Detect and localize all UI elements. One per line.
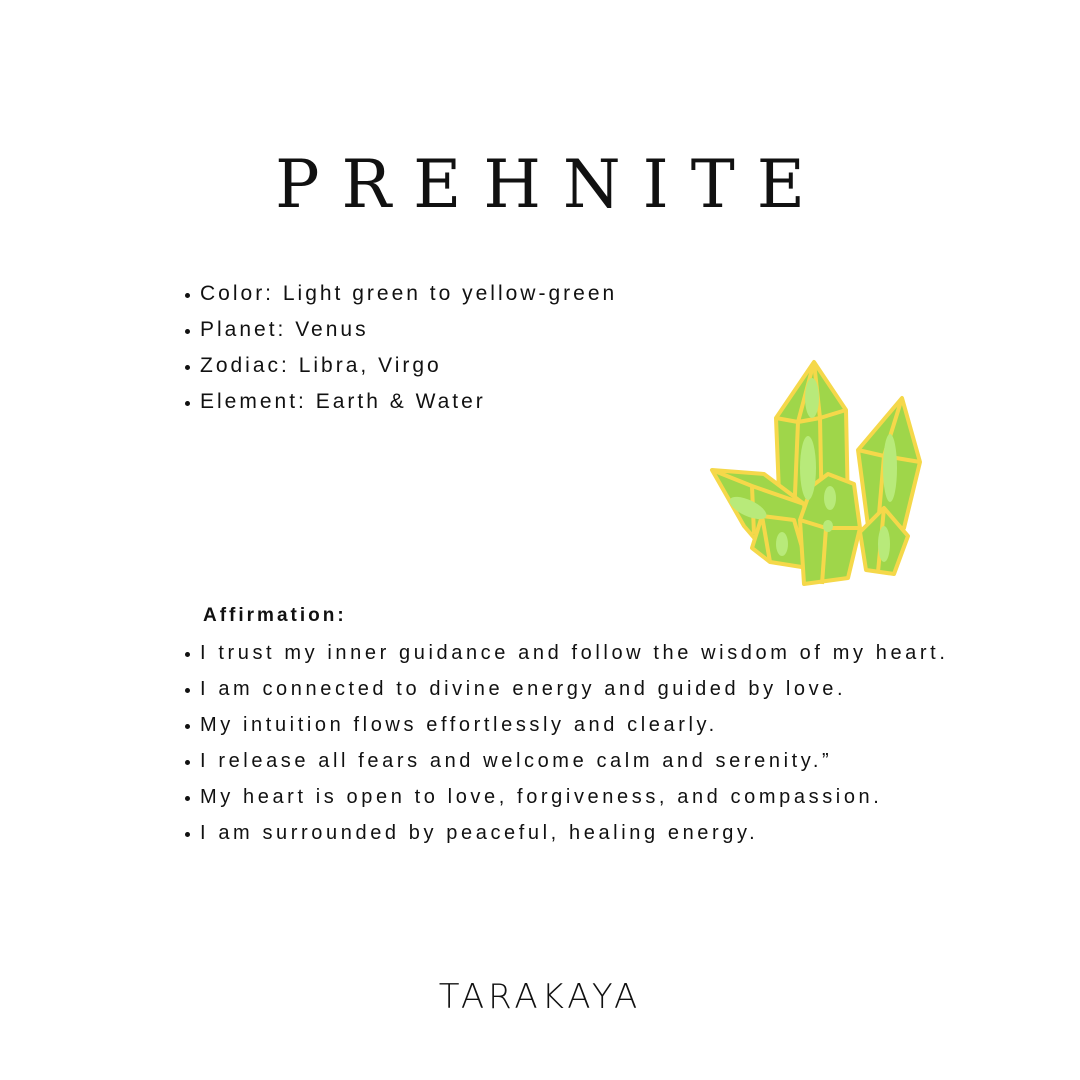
property-color: Color: Light green to yellow-green	[180, 276, 617, 312]
brand-logo: TARAKAYA	[438, 977, 642, 1017]
property-element: Element: Earth & Water	[180, 384, 617, 420]
affirmation-item: My heart is open to love, forgiveness, and compassion.	[180, 779, 950, 815]
property-planet: Planet: Venus	[180, 312, 617, 348]
affirmation-heading: Affirmation:	[203, 605, 347, 626]
affirmation-item: I am connected to divine energy and guided by love.	[180, 671, 950, 707]
properties-list	[180, 276, 617, 420]
affirmation-item: I am surrounded by peaceful, healing energy.	[180, 815, 950, 851]
affirmation-list	[180, 635, 950, 851]
property-zodiac: Zodiac: Libra, Virgo	[180, 348, 617, 384]
affirmation-item: I release all fears and welcome calm and serenity.”	[180, 743, 950, 779]
affirmation-item: My intuition flows effortlessly and clearly.	[180, 707, 950, 743]
page-title: PREHNITE	[275, 146, 827, 223]
crystal-cluster-icon	[708, 358, 928, 588]
affirmation-item: I trust my inner guidance and follow the wisdom of my heart.	[180, 635, 950, 671]
